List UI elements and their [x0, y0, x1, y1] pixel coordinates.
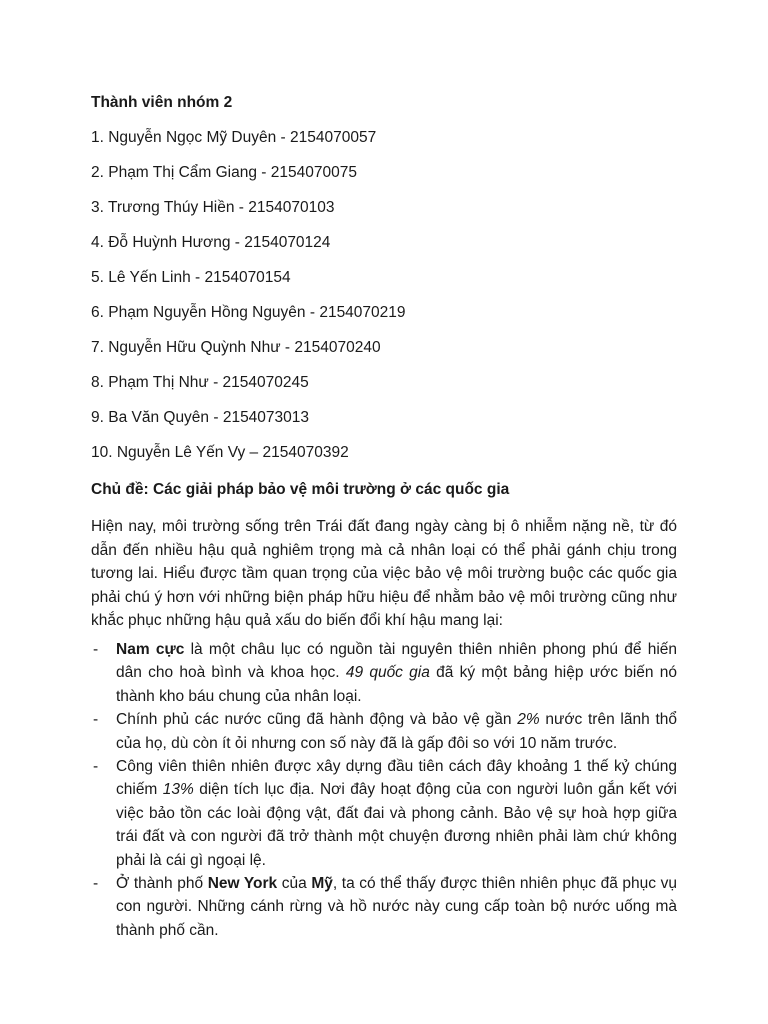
bold-term: Mỹ [311, 875, 333, 893]
bullet-item-antarctica [91, 638, 677, 708]
member-item-4: 4. Đỗ Huỳnh Hương - 2154070124 [91, 234, 331, 251]
bullet-item-new-york [91, 872, 677, 942]
group-title: Thành viên nhóm 2 [91, 94, 233, 111]
bullet-text: đã ký một bảng hiệp ước biến nó thành kho báu chung của nhân loại. [116, 664, 677, 705]
italic-term: 13% [162, 781, 194, 799]
italic-term: 2% [517, 711, 540, 729]
bullet-text: là một châu lục có nguồn tài nguyên thiên nhiên phong phú để hiến dân cho hoà bình và khoa học. [116, 641, 677, 682]
intro-paragraph: Hiện nay, môi trường sống trên Trái đất đang ngày càng bị ô nhiễm nặng nề, từ đó dẫn đến nhiều hậu quả nghiêm trọng mà cả nhân loại có thể phải gánh chịu trong tương lai. Hiểu được tầm quan trọng của việc bảo vệ môi trường buộc các quốc gia phải chú ý hơn với những biện pháp hữu hiệu để nhằm bảo vệ môi trường cũng như khắc phục những hậu quả xấu do biến đổi khí hậu mang lại: [91, 518, 677, 630]
bullet-marker: - [93, 875, 99, 893]
bold-term: Nam cực [116, 641, 185, 658]
member-item-3: 3. Trương Thúy Hiền - 2154070103 [91, 199, 335, 216]
bullet-marker: - [93, 641, 99, 658]
member-item-6: 6. Phạm Nguyễn Hồng Nguyên - 2154070219 [91, 304, 406, 321]
topic-heading: Chủ đề: Các giải pháp bảo vệ môi trường ở các quốc gia [91, 481, 510, 498]
italic-term: 49 quốc gia [345, 664, 430, 682]
bullet-text: Ở thành phố [116, 875, 208, 893]
bullet-marker: - [93, 758, 99, 776]
member-item-10: 10. Nguyễn Lê Yến Vy – 2154070392 [91, 444, 349, 461]
bullet-item-governments [91, 708, 677, 755]
bullet-text: diện tích lục địa. Nơi đây hoạt động của con người luôn gắn kết với việc bảo tồn các loài động vật, đất đai và phong cảnh. Bảo vệ sự hoà hợp giữa trái đất và con người đã trở thành một chuyện đương nhiên phải làm chứ không phải là cái gì ngoại lệ. [116, 781, 677, 869]
bold-term: New York [207, 875, 278, 893]
bullet-list [91, 638, 677, 942]
member-item-1: 1. Nguyễn Ngọc Mỹ Duyên - 2154070057 [91, 129, 377, 146]
member-item-9: 9. Ba Văn Quyên - 2154073013 [91, 409, 310, 426]
member-item-7: 7. Nguyễn Hữu Quỳnh Như - 2154070240 [91, 339, 381, 356]
bullet-item-national-parks [91, 755, 677, 872]
bullet-text: nước trên lãnh thổ của họ, dù còn ít ỏi nhưng con số này đã là gấp đôi so với 10 năm trước. [116, 711, 677, 752]
member-item-5: 5. Lê Yến Linh - 2154070154 [91, 269, 291, 286]
bullet-marker: - [93, 711, 99, 729]
bullet-text: , ta có thể thấy được thiên nhiên phục đã phục vụ con người. Những cánh rừng và hồ nước này cung cấp toàn bộ nước uống mà thành phố cần. [116, 875, 677, 939]
bullet-text: của [277, 875, 312, 893]
bullet-text: Chính phủ các nước cũng đã hành động và bảo vệ gần [116, 711, 518, 729]
member-item-8: 8. Phạm Thị Như - 2154070245 [91, 374, 309, 391]
bullet-text: Công viên thiên nhiên được xây dựng đầu tiên cách đây khoảng 1 thế kỷ chúng chiếm [116, 758, 677, 799]
member-item-2: 2. Phạm Thị Cẩm Giang - 2154070075 [91, 164, 357, 181]
